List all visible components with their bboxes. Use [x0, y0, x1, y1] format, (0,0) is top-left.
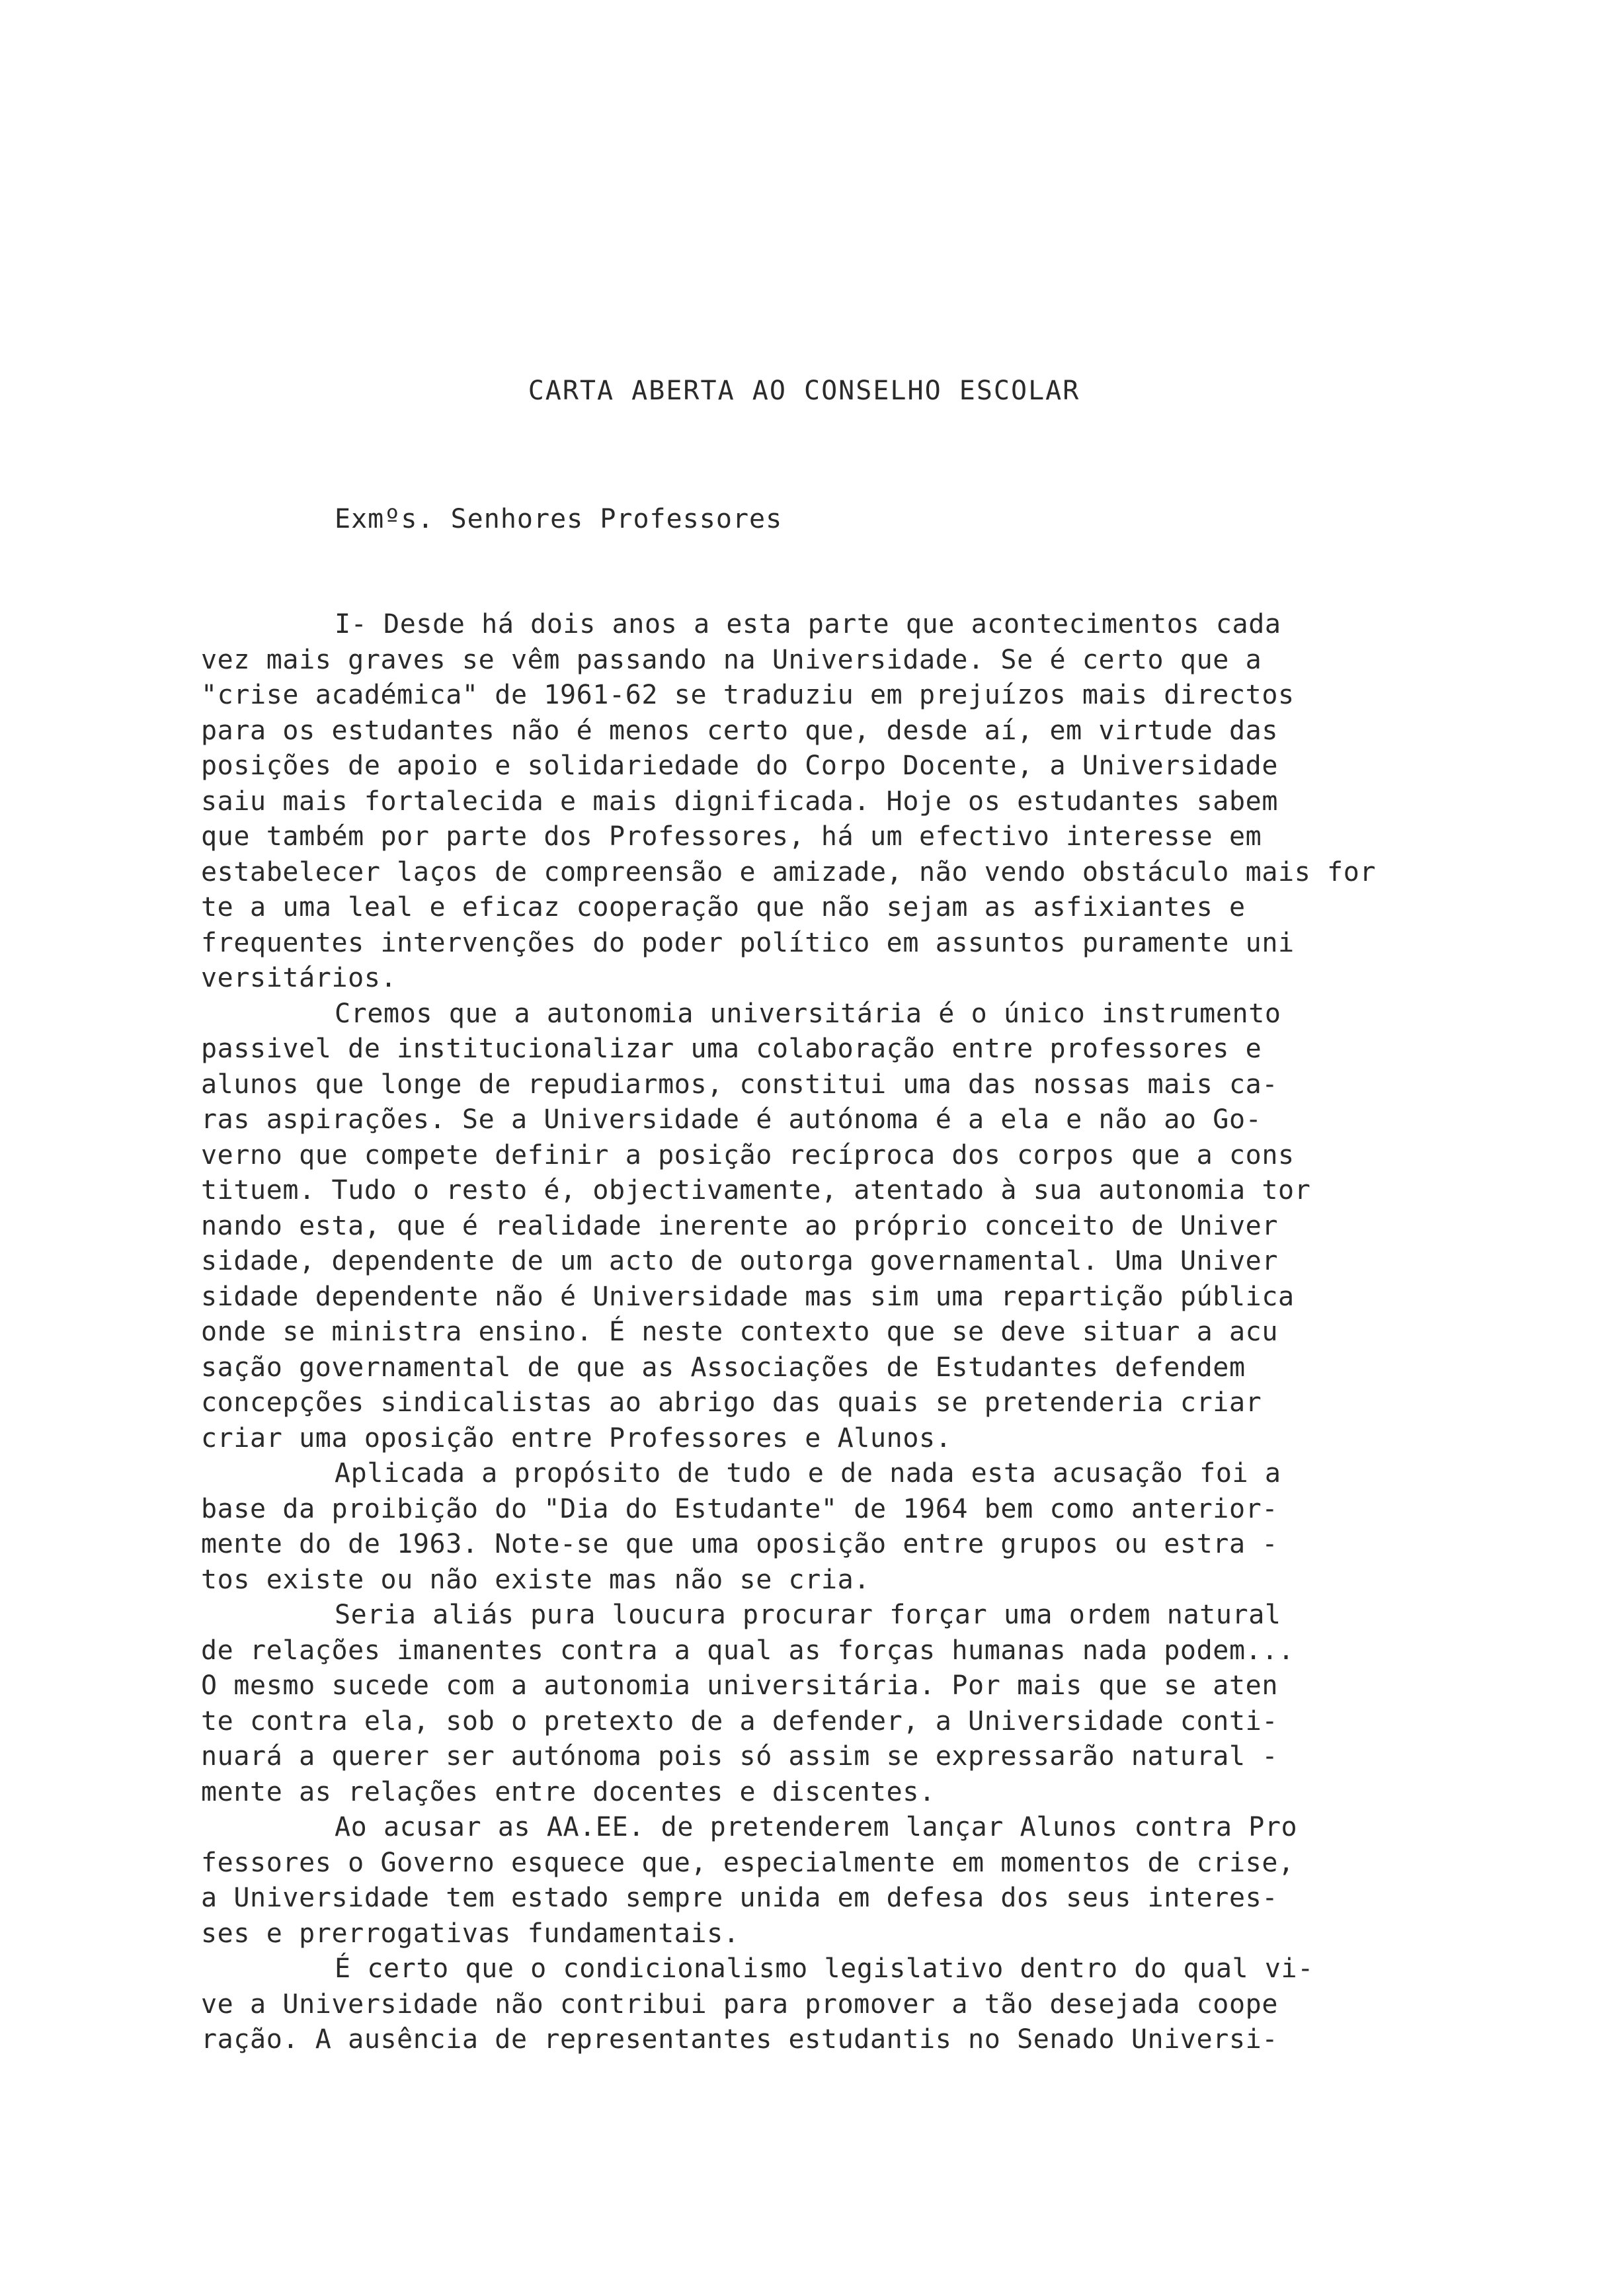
text-line: ses e prerrogativas fundamentais. — [201, 1918, 740, 1949]
text-line: tos existe ou não existe mas não se cria. — [201, 1564, 870, 1595]
text-line: onde se ministra ensino. É neste contexto que se deve situar a acu — [201, 1317, 1279, 1347]
letter-body — [201, 607, 1537, 2058]
text-line: te contra ela, sob o pretexto de a defender, a Universidade conti- — [201, 1705, 1279, 1737]
text-line: frequentes intervenções do poder político em assuntos puramente uni — [201, 927, 1295, 958]
text-line: ração. A ausência de representantes estudantis no Senado Universi- — [201, 2024, 1279, 2055]
text-line: ras aspirações. Se a Universidade é autónoma é a ela e não ao Go- — [201, 1104, 1262, 1135]
text-line: ve a Universidade não contribui para promover a tão desejada coope — [201, 1988, 1279, 2020]
text-line: concepções sindicalistas ao abrigo das quais se pretenderia criar — [201, 1387, 1262, 1418]
text-line: estabelecer laços de compreensão e amizade, não vendo obstáculo mais for — [201, 856, 1377, 887]
document-title: CARTA ABERTA AO CONSELHO ESCOLAR — [528, 376, 1080, 406]
text-line: É certo que o condicionalismo legislativo dentro do qual vi- — [335, 1953, 1314, 1984]
text-line: fessores o Governo esquece que, especialmente em momentos de crise, — [201, 1847, 1295, 1878]
text-line: que também por parte dos Professores, há um efectivo interesse em — [201, 821, 1262, 852]
text-line: te a uma leal e eficaz cooperação que não sejam as asfixiantes e — [201, 892, 1246, 922]
text-line: sidade, dependente de um acto de outorga governamental. Uma Univer — [201, 1246, 1279, 1276]
text-line: O mesmo sucede com a autonomia universitária. Por mais que se aten — [201, 1670, 1279, 1701]
text-line: "crise académica" de 1961-62 se traduziu em prejuízos mais directos — [201, 680, 1295, 710]
text-line: tituem. Tudo o resto é, objectivamente, atentado à sua autonomia tor — [201, 1175, 1311, 1206]
text-line: versitários. — [201, 963, 397, 993]
text-line: criar uma oposição entre Professores e Alunos. — [201, 1422, 952, 1454]
text-line: posições de apoio e solidariedade do Corpo Docente, a Universidade — [201, 751, 1279, 781]
text-line: a Universidade tem estado sempre unida em defesa dos seus interes- — [201, 1883, 1279, 1913]
text-line: de relações imanentes contra a qual as forças humanas nada podem... — [201, 1635, 1295, 1666]
text-line: Aplicada a propósito de tudo e de nada esta acusação foi a — [335, 1458, 1281, 1489]
text-line: mente as relações entre docentes e discentes. — [201, 1776, 936, 1807]
text-line: Cremos que a autonomia universitária é o único instrumento — [335, 998, 1281, 1029]
text-line: verno que compete definir a posição recíproca dos corpos que a cons — [201, 1139, 1295, 1170]
salutation: Exmºs. Senhores Professores — [335, 504, 783, 534]
text-line: I- Desde há dois anos a esta parte que acontecimentos cada — [335, 609, 1281, 639]
text-line: nando esta, que é realidade inerente ao próprio conceito de Univer — [201, 1210, 1279, 1241]
text-line: mente do de 1963. Note-se que uma oposição entre grupos ou estra - — [201, 1529, 1279, 1559]
text-line: sação governamental de que as Associações de Estudantes defendem — [201, 1352, 1246, 1383]
text-line: nuará a querer ser autónoma pois só assim se expressarão natural - — [201, 1741, 1279, 1772]
text-line: sidade dependente não é Universidade mas sim uma repartição pública — [201, 1281, 1295, 1312]
text-line: base da proibição do "Dia do Estudante" de 1964 bem como anterior- — [201, 1493, 1279, 1524]
text-line: vez mais graves se vêm passando na Universidade. Se é certo que a — [201, 644, 1262, 675]
text-line: Seria aliás pura loucura procurar forçar uma ordem natural — [335, 1600, 1281, 1630]
text-line: alunos que longe de repudiarmos, constitui uma das nossas mais ca- — [201, 1069, 1279, 1100]
text-line: saiu mais fortalecida e mais dignificada. Hoje os estudantes sabem — [201, 786, 1279, 817]
text-line: Ao acusar as AA.EE. de pretenderem lançar Alunos contra Pro — [335, 1812, 1298, 1842]
text-line: para os estudantes não é menos certo que, desde aí, em virtude das — [201, 715, 1279, 746]
text-line: passivel de institucionalizar uma colaboração entre professores e — [201, 1034, 1262, 1064]
